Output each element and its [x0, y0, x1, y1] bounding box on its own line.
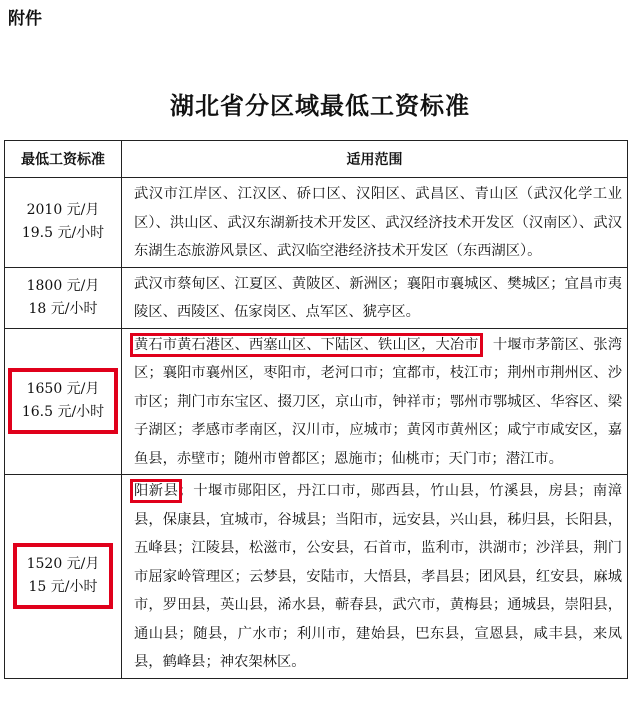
- hourly-wage: 18 元/小时: [28, 300, 98, 317]
- table-row: [5, 178, 628, 268]
- monthly-wage: 1650 元/月: [26, 381, 100, 398]
- scope-text: ；十堰市郧阳区，丹江口市，郧西县，竹山县，竹溪县，房县；南漳县，保康县，宜城市，谷城县；当阳市，远安县，兴山县，秭归县，长阳县，五峰县；江陵县，松滋市，公安县，石首市，监利市，洪湖市；沙洋县，荆门市屈家岭管理区；云梦县，安陆市，大悟县，孝昌县；团风县，红安县，麻城市，罗田县，英山县，浠水县，蕲春县，武穴市，黄梅县；通城县，崇阳县，通山县；随县，广水市；利川市，建始县，巴东县，宣恩县，咸丰县，来凤县，鹤峰县；神农架林区。: [134, 483, 623, 670]
- column-header-scope: 适用范围: [122, 141, 628, 178]
- highlight-box: [18, 378, 108, 424]
- table-row: [5, 328, 628, 475]
- scope-highlight: 阳新县: [134, 483, 179, 499]
- scope-highlight: 黄石市黄石港区、西塞山区、下陆区、铁山区，大冶市: [134, 336, 479, 353]
- hourly-wage: 16.5 元/小时: [21, 404, 105, 421]
- table-header-row: [5, 141, 628, 178]
- wage-standard-cell: [5, 328, 122, 475]
- minimum-wage-table: [4, 140, 628, 679]
- table-row: [5, 475, 628, 679]
- monthly-wage: 1800 元/月: [26, 277, 100, 294]
- attachment-label: 附件: [8, 9, 42, 29]
- scope-cell: [122, 475, 628, 679]
- scope-cell: [122, 178, 628, 268]
- highlight-box: [23, 553, 104, 599]
- monthly-wage: 1520 元/月: [26, 556, 100, 573]
- wage-standard-cell: [5, 267, 122, 328]
- scope-text: ；十堰市茅箭区、张湾区；襄阳市襄州区，枣阳市，老河口市；宜都市，枝江市；荆州市荆州区、沙市区；荆门市东宝区、掇刀区，京山市，钟祥市；鄂州市鄂城区、华容区、梁子湖区；孝感市孝南区，汉川市，应城市；黄冈市黄州区；咸宁市咸安区，嘉鱼县，赤壁市；随州市曾都区；恩施市；仙桃市；天门市；潜江市。: [134, 336, 623, 467]
- wage-standard-cell: [5, 178, 122, 268]
- monthly-wage: 2010 元/月: [26, 202, 100, 219]
- wage-standard-cell: [5, 475, 122, 679]
- table-row: [5, 267, 628, 328]
- document-title: 湖北省分区域最低工资标准: [170, 91, 470, 120]
- column-header-standard: 最低工资标准: [5, 141, 122, 178]
- hourly-wage: 19.5 元/小时: [21, 225, 105, 242]
- scope-text: 武汉市江岸区、江汉区、硚口区、汉阳区、武昌区、青山区（武汉化学工业区）、洪山区、武汉东湖新技术开发区、武汉经济技术开发区（汉南区）、武汉东湖生态旅游风景区、武汉临空港经济技术开发区（东西湖区）。: [134, 186, 622, 259]
- scope-cell: [122, 328, 628, 475]
- scope-cell: [122, 267, 628, 328]
- hourly-wage: 15 元/小时: [28, 579, 98, 596]
- scope-text: 武汉市蔡甸区、江夏区、黄陂区、新洲区；襄阳市襄城区、樊城区；宜昌市夷陵区、西陵区、伍家岗区、点军区、猇亭区。: [134, 275, 622, 320]
